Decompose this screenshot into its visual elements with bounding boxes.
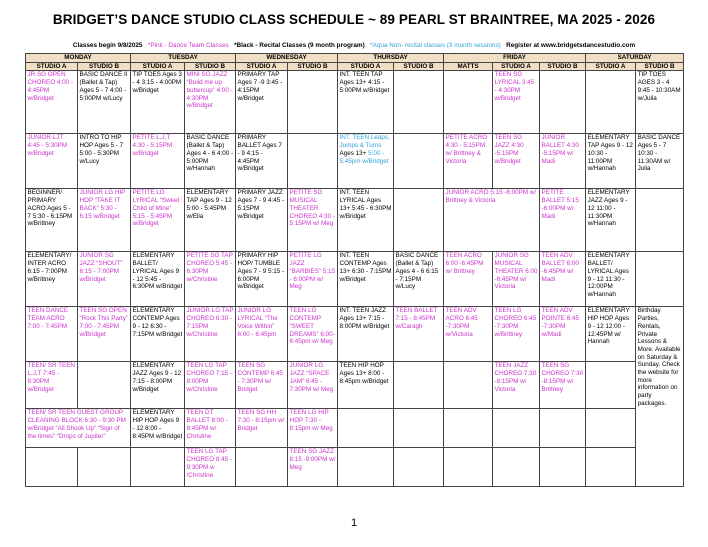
empty-cell [236,448,288,487]
class-title: INT. TEEN [339,134,370,142]
empty-cell [26,448,78,487]
empty-cell [78,362,131,409]
class-age: Ages 13+ [339,149,367,157]
class-cell: TEEN ADV POINTE 6:45 -7:30PM w/Madi [540,307,586,362]
empty-cell [394,71,444,134]
class-cell: ELEMENTARY BALLET/ LYRICAL Ages 9 - 12 5:45 - 6:30PM w/Bridget [131,252,185,307]
studio-label: STUDIO A [236,62,288,71]
class-cell: TIP TOES AGES 3 - 4 9:45 - 10:30AM w/Julia [636,71,684,134]
class-cell: TEEN DT BALLET 8:00 - 8:45PM w/ Christine [185,409,236,448]
class-cell: TEEN ADV ACRO 6:45 -7:30PM w/Victoria [444,307,493,362]
empty-cell [394,448,444,487]
class-cell: TEEN SG LYRICAL 3:45 - 4:30PM w/Bridget [493,71,540,134]
class-cell: TEEN/ SR TEEN L,J,T 7:45 - 8:30PM w/Bridget [26,362,78,409]
day-header-row [26,54,684,63]
class-cell: JUNIOR LJT 4:45 - 5:30PM w/Bridget [26,134,78,189]
class-cell: ELEMENTARY TAP Ages 9 - 12 5:00 - 5:45PM w/Ella [185,189,236,252]
class-cell: TEEN SG JAZZ 4:30 -5:15PM w/Bridget [493,134,540,189]
schedule-row [26,71,684,134]
schedule-subtitle [0,42,708,49]
studio-label: STUDIO B [394,62,444,71]
schedule-title: BRIDGET’S DANCE STUDIO CLASS SCHEDULE ~ 89 PEARL ST BRAINTREE, MA 2025 - 2026 [52,12,656,27]
empty-cell [131,448,185,487]
studio-label: STUDIO A [338,62,394,71]
day-wednesday: WEDNESDAY [236,54,338,63]
studio-label: STUDIO B [540,62,586,71]
empty-cell [444,448,493,487]
studio-label: STUDIO A [586,62,636,71]
empty-cell [394,134,444,189]
class-cell: INT. TEEN JAZZ Ages 13+ 7:15 - 8:00PM w/Bridget [338,307,394,362]
class-cell: PRIMARY JAZZ Ages 7 - 9 4:45 - 5:15PM w/Bridget [236,189,288,252]
class-cell: PETITE LG JAZZ “BARBIES” 5:15 - 6:00PM w/ Meg [288,252,338,307]
class-cell: BASIC DANCE II (Ballet & Tap) Ages 5 - 7 4:00 - 5:00PM w/Lucy [78,71,131,134]
class-cell: PETITE ACRO 4:30 - 5:15PM w/ Brittney & Victoria [444,134,493,189]
class-cell: PETITE LG LYRICAL “Sweet Child of Mine” 5:15 - 5:45PM w/Bridget [131,189,185,252]
schedule-row [26,307,684,362]
class-cell: ELEMENTARY/ INTER ACRO 6:15 - 7:00PM w/Brittney [26,252,78,307]
class-cell: TEEN LG TAP CHOREO 8:45 - 9:30PM w /Christine [185,448,236,487]
class-cell: JUNIOR LG TAP CHOREO 6:30 - 7:15PM w/Christine [185,307,236,362]
class-cell: TEEN BALLET 7:15 - 8:45PM w/Caragh [394,307,444,362]
class-cell: MINI SG JAZZ “Build me up buttercup” 4:00 - 4:30PM w/Bridget [185,71,236,134]
class-cell: TIP TOES Ages 3 - 4 3:15 - 4:00PM w/Bridget [131,71,185,134]
class-cell: BASIC DANCE Ages 5 - 7 10:30 - 11:30AM w/ Julia [636,134,684,189]
class-cell: JUNIOR SG JAZZ “SHOUT” 6:15 - 7:00PM w/Bridget [78,252,131,307]
class-cell: TEEN JAZZ CHOREO 7:30 -8:15PM w/ Victoria [493,362,540,409]
class-cell: TEEN HIP HOP Ages 13+ 8:00 - 8:45pm w/Bridget [338,362,394,409]
class-subtitle: Leaps, Jumps & Turns [339,134,390,150]
class-time: 5:00 - 5:45pm w/Bridget [339,149,389,165]
class-cell: BASIC DANCE (Ballet & Tap) Ages 4 - 6 6:15 - 7:15PM w/Lucy [394,252,444,307]
page-number: 1 [350,517,358,529]
empty-cell [586,448,636,487]
day-saturday: SATURDAY [586,54,684,63]
class-cell: ELEMENTARY JAZZ Ages 9 - 12 11:00 - 11:30PM w/Hannah [586,189,636,252]
class-cell: TEEN DANCE TEAM ACRO 7:00 - 7:45PM [26,307,78,362]
empty-cell [394,362,444,409]
legend-aqua: *Aqua Non- recital classes (3 month sessions) [370,42,501,49]
studio-label: STUDIO B [288,62,338,71]
class-cell: JUNIOR SG MUSICAL THEATER 6:00 -6:45PM w/ Victoria [493,252,540,307]
class-cell: TEEN SG CONTEMP 6:45 - 7:30PM w/ Bridget [236,362,288,409]
schedule-row [26,448,684,487]
register-note: Register at www.bridgetsdancestudio.com [506,42,636,49]
class-cell: TEEN SG OPEN “Rock This Party” 7:00 - 7:45PM w/Bridget [78,307,131,362]
studio-label: STUDIO B [185,62,236,71]
class-cell: PRIMARY TAP Ages 7 -9 3:45 - 4:15PM w/Bridget [236,71,288,134]
empty-cell [288,71,338,134]
class-cell: INT. TEEN LYRICAL Ages 13+ 5:45 - 6:30PM w/Bridget [338,189,394,252]
class-cell: PRIMARY BALLET Ages 7 - 9 4:15 - 4:45PM w/Bridget [236,134,288,189]
class-cell: JUNIOR BALLET 4:30 -5:15PM w/ Madi [540,134,586,189]
class-cell: INT. TEEN TAP Ages 13+ 4:15 - 5:00PM w/Bridget [338,71,394,134]
class-cell: TEEN SG CHOREO 7:30 -8:15PM w/ Brittney [540,362,586,409]
day-tuesday: TUESDAY [131,54,236,63]
class-cell: TEEN SG HH 7:30 - 8:15pm w/ Bridget [236,409,288,448]
class-cell: PETITE SG TAP CHOREO 5:45 - 6:30PM w/Christine [185,252,236,307]
studio-label: STUDIO B [636,62,684,71]
schedule-row [26,362,684,409]
empty-cell [586,362,636,409]
empty-cell [288,134,338,189]
empty-cell [338,448,394,487]
class-cell: JUNIOR LG HIP HOP “TAKE IT BACK” 5:30 - 6:15 w/Bridget [78,189,131,252]
empty-cell [444,71,493,134]
studio-label: STUDIO A [493,62,540,71]
class-cell: TEEN LG CHOREO 6:45 -7:30PM w/Brittney [493,307,540,362]
studio-label: MATTS [444,62,493,71]
class-cell: ELEMENTARY BALLET/ LYRICAL Ages 9 - 12 11:30 - 12:00PM w/Hannah [586,252,636,307]
class-cell: ELEMENTARY TAP Ages 9 - 12 10:30 - 11:00PM w/Hannah [586,134,636,189]
class-cell: JUNIOR ACRO 5:15 -6:00PM w/ Brittney & Victoria [444,189,540,252]
schedule-row [26,409,684,448]
legend-pink: *Pink - Dance Team Classes [147,42,229,49]
class-cell: INTRO TO HIP HOP Ages 5 - 7 5:00 - 5:30PM w/Lucy [78,134,131,189]
class-cell: BASIC DANCE (Ballet & Tap) Ages 4 - 6 4:00 - 5:00PM w/Hannah [185,134,236,189]
class-cell: ELEMENTARY HIP HOP Ages 9 - 12 12:00 - 12:45PM w/ Hannah [586,307,636,362]
empty-cell [493,409,540,448]
studio-label: STUDIO B [78,62,131,71]
day-monday: MONDAY [26,54,131,63]
schedule-row [26,189,684,252]
class-cell: ELEMENTARY JAZZ Ages 9 - 12 7:15 - 8:00PM w/Bridget [131,362,185,409]
studio-label: STUDIO A [26,62,78,71]
class-cell: TEEN LG TAP CHOREO 7:15 - 8:00PM w/Christine [185,362,236,409]
class-cell: PETITE SG MUSICAL THEATER CHOREO 4:30 - 5:15PM w/ Meg [288,189,338,252]
empty-cell [540,71,586,134]
class-cell: BEGINNER/ PRIMARY ACRO Ages 5 - 7 5:30 - 6:15PM w/Brittney [26,189,78,252]
empty-cell [394,409,444,448]
empty-cell [493,448,540,487]
empty-cell [394,189,444,252]
schedule-row [26,134,684,189]
classes-begin: Classes begin 9/8/2025 [72,42,143,49]
class-cell: PRIMARY HIP HOP/ TUMBLE Ages 7 - 9 5:15 - 6:00PM w/Bridget [236,252,288,307]
class-cell: JUNIOR LG JAZZ “SPACE JAM” 6:45 - 7:30PM w/ Meg [288,362,338,409]
schedule-table [25,53,684,487]
class-cell: TEEN LG CONTEMP “SWEET DREAMS” 6:00- 6:45pm w/ Meg [288,307,338,362]
empty-cell [444,409,493,448]
empty-cell [78,448,131,487]
class-cell: TEEN SG JAZZ 8:15 -9:00PM w/ Meg [288,448,338,487]
legend-black: *Black - Recital Classes (9 month program) [234,42,365,49]
class-cell: ELEMENTARY HIP HOP Ages 9 - 12 8:00 - 8:45PM w/Bridget [131,409,185,448]
class-cell: ELEMENTARY CONTEMP Ages 9 - 12 6:30 - 7:15PM w/Bridget [131,307,185,362]
class-cell: TEEN/ SR TEEN GUEST GROUP CLEANING BLOCK 6:30 - 9:30 PM w/Bridget “All Shook Up” “Sign of the times” “Drops of Jupiter” [26,409,131,448]
empty-cell [586,71,636,134]
class-cell: PETITE BALLET 5:15 -6:00PM w/ Madi [540,189,586,252]
studio-header-row [26,62,684,71]
class-cell: TEEN LG HIP HOP 7:30 - 8:15pm w/ Meg [288,409,338,448]
empty-cell [540,409,586,448]
empty-cell [636,189,684,252]
class-cell: JUNIOR LG LYRICAL “The Voice Within” 6:00 - 6:45pm [236,307,288,362]
empty-cell [636,252,684,307]
class-cell [338,134,394,189]
class-cell: TEEN ADV BALLET 6:00 -6:45PM w/ Madi [540,252,586,307]
schedule-row [26,252,684,307]
empty-cell [586,409,636,448]
class-cell: JR SG OPEN CHOREO 4:00 - 4:45PM w/Bridget [26,71,78,134]
studio-label: STUDIO A [131,62,185,71]
day-thursday: THURSDAY [338,54,444,63]
class-cell: PETITE L,J,T 4:30 - 5:15PM w/Bridget [131,134,185,189]
day-friday: FRIDAY [444,54,586,63]
class-cell: INT. TEEN CONTEMP Ages 13+ 6:30 - 7:15PM w/Bridget [338,252,394,307]
empty-cell [338,409,394,448]
rental-info-cell: Birthday Parties, Rentals, Private Lessons & More. Available on Saturday & Sunday. Check the website for more information on party packages. [636,307,684,487]
class-cell: TEEN ACRO 6:00 -6:45PM w/ Brittney [444,252,493,307]
empty-cell [540,448,586,487]
empty-cell [444,362,493,409]
